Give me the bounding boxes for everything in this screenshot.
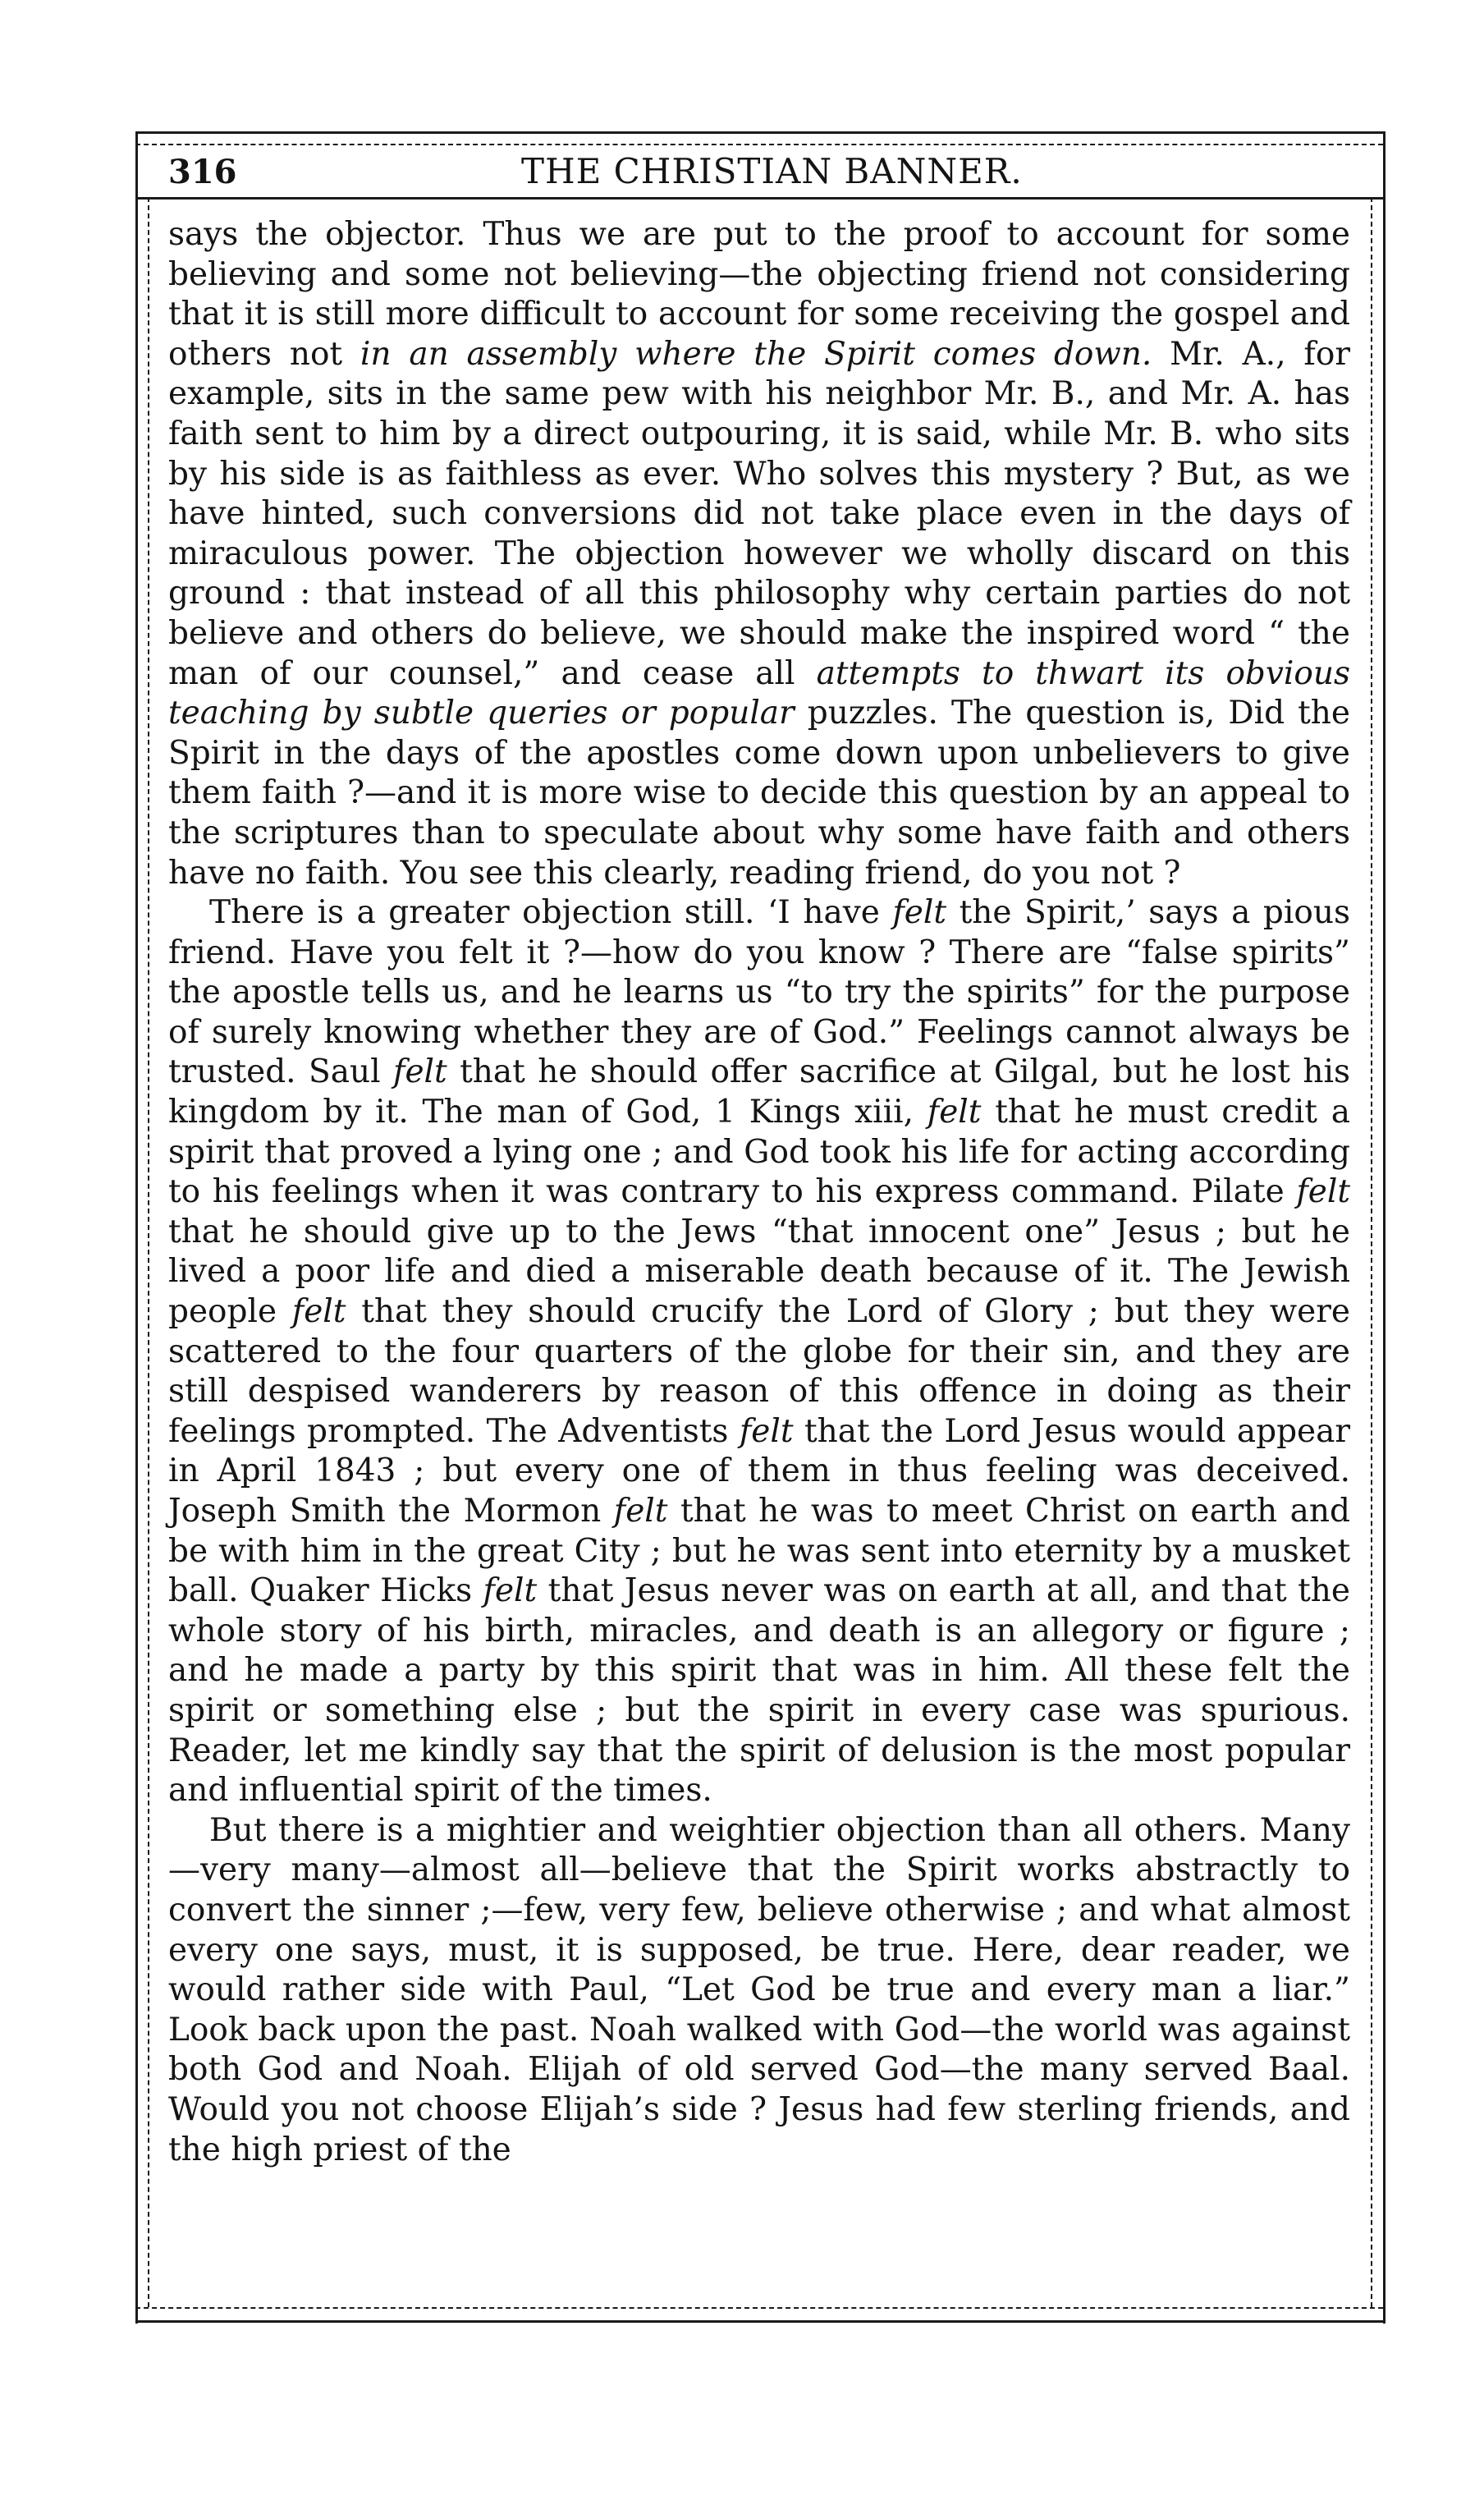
text-segment: that he was to meet Christ on earth and be with him in the great City ; but he was sent into eternity by a musket ball. Quaker Hicks bbox=[168, 1493, 1350, 1610]
bottom-border-rule bbox=[135, 2320, 1383, 2323]
italic-text-segment: felt bbox=[483, 1572, 538, 1610]
text-segment: the Spirit,’ says a pious friend. Have you felt it ?—how do you know ? There are “false spirits” the apostle tells us, and he learns us “to try the spirits” for the purpose of surely knowing whether they are of God.” Feelings cannot always be trusted. Saul bbox=[168, 894, 1350, 1091]
italic-text-segment: felt bbox=[613, 1493, 668, 1530]
text-segment: says the objector. Thus we are put to the proof to account for some believing and some not believing—the objecting friend not considering that it is still more difficult to account for some receiving the gospel and others not bbox=[168, 216, 1350, 373]
text-segment: that Jesus never was on earth at all, and that the whole story of his birth, miracles, and death is an allegory or figure ; and he made a party by this spirit that was in him. All these felt the spirit or something else ; but the spirit in every case was spurious. Reader, let me kindly say that the spirit of delusion is the most popular and influential spirit of the times. bbox=[168, 1572, 1351, 1810]
text-segment: that he should give up to the Jews “that innocent one” Jesus ; but he lived a poor life and died a miserable death because of it. The Jewish people bbox=[168, 1213, 1350, 1331]
text-segment: that he must credit a spirit that proved a lying one ; and God took his life for acting according to his feelings when it was contrary to his express command. Pilate bbox=[168, 1094, 1350, 1211]
text-segment: Mr. A., for example, sits in the same pew with his neighbor Mr. B., and Mr. A. has faith sent to him by a direct outpouring, it is said, while Mr. B. who sits by his side is as faithless as ever. Who solves this mystery ? But, as we have hinted, such conversions did not take place even in the days of miraculous power. The objection however we wholly discard on this ground : that instead of all this philosophy why certain parties do not believe and others do believe, we should make the inspired word “ the man of our counsel,” and cease all bbox=[168, 335, 1350, 692]
running-head: THE CHRISTIAN BANNER. bbox=[521, 151, 1023, 191]
page-number: 316 bbox=[168, 153, 237, 191]
italic-text-segment: attempts to thwart its obvious teaching by subtle queries or popular bbox=[168, 654, 1351, 732]
header-underline-rule bbox=[135, 197, 1383, 200]
italic-text-segment: felt bbox=[291, 1293, 346, 1331]
italic-text-segment: felt bbox=[739, 1412, 794, 1450]
article-body bbox=[168, 215, 1350, 2170]
left-inner-border-rule bbox=[148, 197, 149, 2307]
text-segment: There is a greater objection still. ‘I have bbox=[209, 894, 893, 932]
page-header bbox=[168, 148, 1350, 197]
paragraph bbox=[168, 893, 1350, 1811]
paragraph bbox=[168, 1811, 1350, 2170]
left-border-rule bbox=[135, 131, 138, 2324]
italic-text-segment: felt bbox=[927, 1094, 982, 1131]
top-border-rule bbox=[135, 131, 1383, 134]
bottom-dashed-rule bbox=[135, 2307, 1383, 2309]
text-segment: that he should offer sacrifice at Gilgal, but he lost his kingdom by it. The man of God, 1 Kings xiii, bbox=[168, 1053, 1351, 1131]
right-border-rule bbox=[1383, 131, 1386, 2324]
italic-text-segment: in an assembly where the Spirit comes down. bbox=[360, 335, 1152, 373]
paragraph bbox=[168, 215, 1350, 893]
right-inner-border-rule bbox=[1371, 197, 1372, 2307]
text-segment: But there is a mightier and weightier objection than all others. Many—very many—almost all—believe that the Spirit works abstractly to convert the sinner ;—few, very few, believe otherwise ; and what almost every one says, must, it is supposed, be true. Here, dear reader, we would rather side with Paul, “Let God be true and every man a liar.” Look back upon the past. Noah walked with God—the world was against both God and Noah. Elijah of old served God—the many served Baal. Would you not choose Elijah’s side ? Jesus had few sterling friends, and the high priest of the bbox=[168, 1811, 1350, 2168]
text-segment: that the Lord Jesus would appear in April 1843 ; but every one of them in thus feeling was deceived. Joseph Smith the Mormon bbox=[168, 1412, 1351, 1530]
italic-text-segment: felt bbox=[393, 1053, 447, 1091]
text-segment: puzzles. The question is, Did the Spirit in the days of the apostles come down upon unbelievers to give them faith ?—and it is more wise to decide this question by an appeal to the scriptures than to speculate about why some have faith and others have no faith. You see this clearly, reading friend, do you not ? bbox=[168, 695, 1350, 892]
italic-text-segment: felt bbox=[892, 894, 947, 932]
text-segment: that they should crucify the Lord of Glory ; but they were scattered to the four quarters of the globe for their sin, and they are still despised wanderers by reason of this offence in doing as their feelings prompted. The Adventists bbox=[168, 1293, 1350, 1450]
italic-text-segment: felt bbox=[1296, 1173, 1350, 1211]
top-border-dashed-rule bbox=[135, 144, 1383, 145]
